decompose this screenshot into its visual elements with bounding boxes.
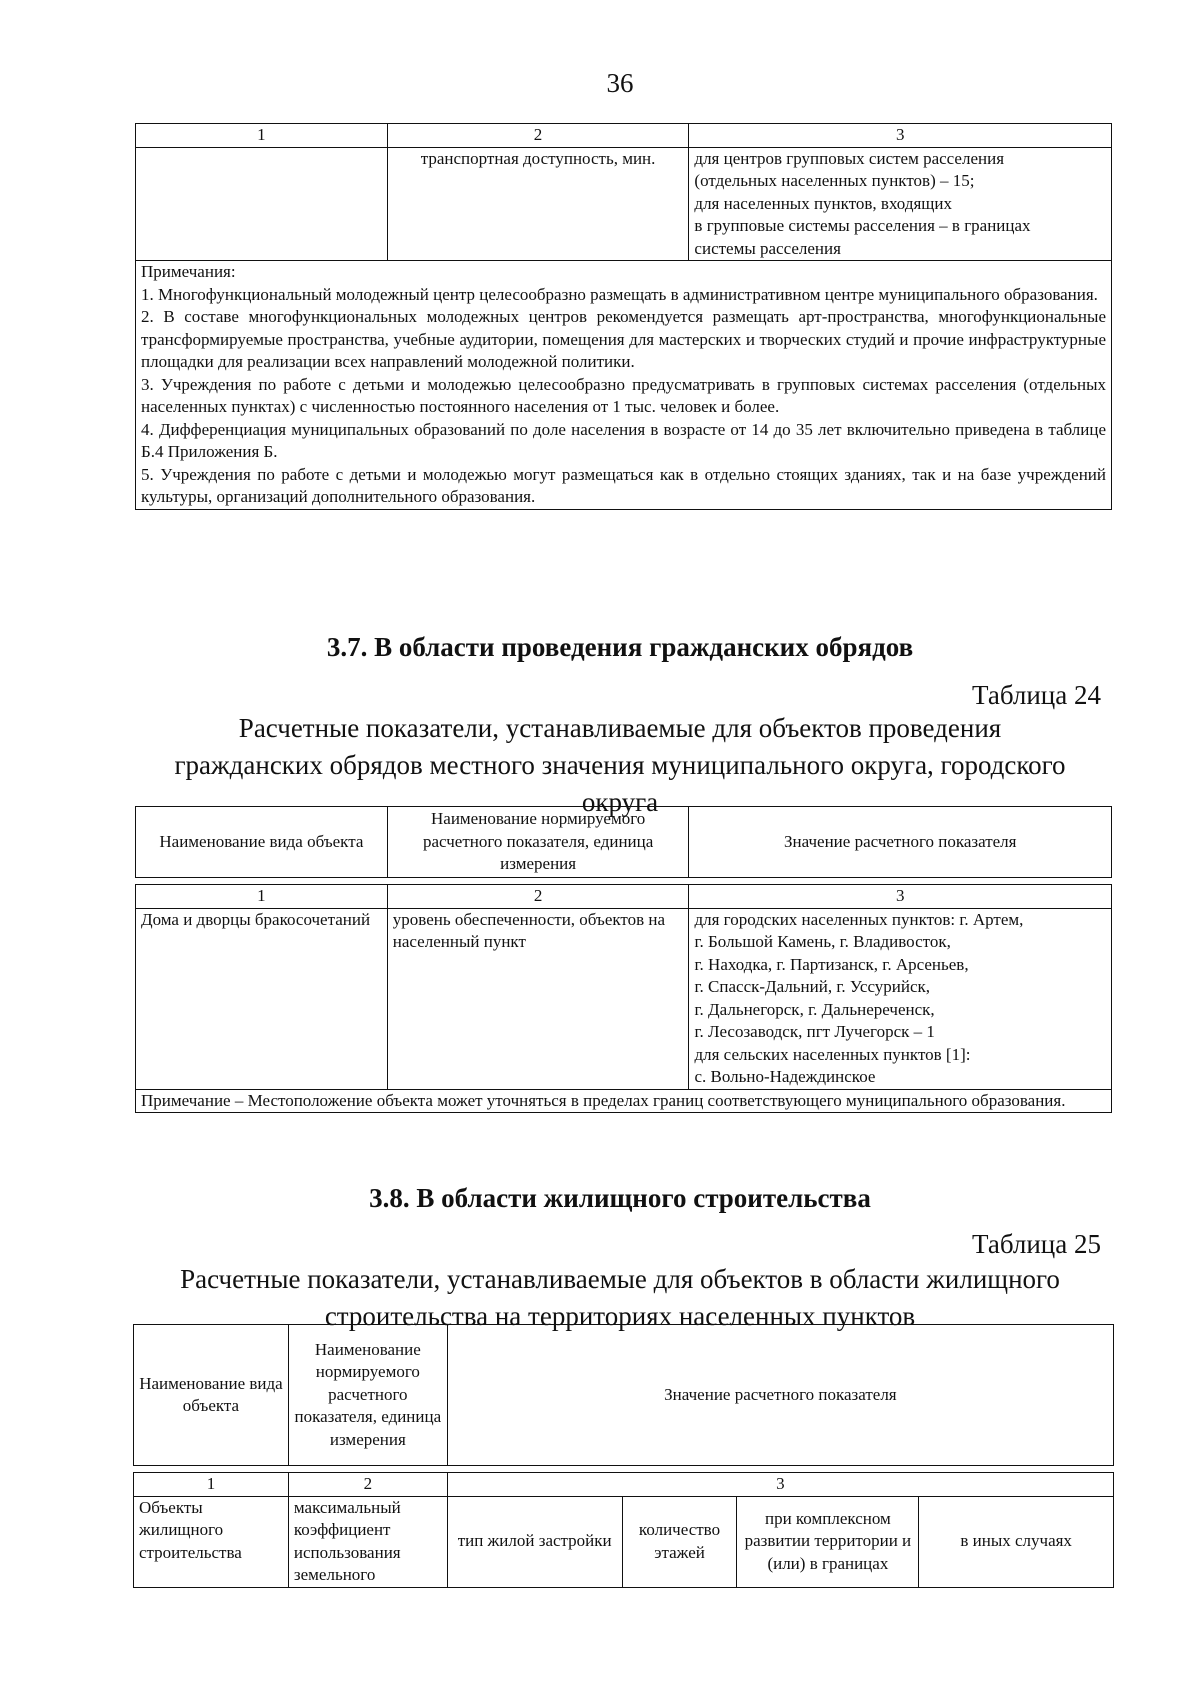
header-value: Значение расчетного показателя [689,807,1112,878]
row-cell-2: транспортная доступность, мин. [387,147,689,261]
cell-line: для центров групповых систем расселения [694,148,1005,168]
col-number-1: 1 [136,885,388,909]
row-cell-3 [689,908,1112,1089]
col-number-1: 1 [136,124,388,148]
row-cell-2: уровень обеспеченности, объектов на населенный пункт [387,908,689,1089]
cell-line: для городских населенных пунктов: г. Артем, [694,909,1024,929]
header-value: Значение расчетного показателя [447,1325,1113,1466]
col-number-2: 2 [387,124,689,148]
notes-title: Примечания: [141,262,236,281]
cell-line: (отдельных населенных пунктов) – 15; [694,171,975,190]
row-cell-3 [689,147,1112,261]
note-item: 2. В составе многофункциональных молодежных центров рекомендуется размещать арт-пространства, многофункциональные трансформируемые пространства, учебные аудитории, помещения для мастерских и творческих студий и прочие инфраструктурные площадки для реализации всех направлений молодежной политики. [141,307,1106,371]
note-cell: Примечание – Местоположение объекта может уточняться в пределах границ соответствующего муниципального образования. [136,1089,1112,1113]
header-indicator: Наименование нормируемого расчетного показателя, единица измерения [387,807,689,878]
header-indicator: Наименование нормируемого расчетного показателя, единица измерения [288,1325,447,1466]
table-row [136,908,1112,1089]
table-25 [133,1324,1114,1588]
col-number-3: 3 [689,124,1112,148]
table-row [136,147,1112,261]
cell-line: г. Находка, г. Партизанск, г. Арсеньев, [694,954,969,974]
header-object-type: Наименование вида объекта [136,807,388,878]
column-numbers-row [136,885,1112,909]
notes-cell [136,261,1112,510]
col-number-3: 3 [689,885,1112,909]
col-number-1: 1 [134,1473,289,1497]
cell-line: г. Спасск-Дальний, г. Уссурийск, [694,977,931,996]
table-24-caption [120,710,1120,821]
caption-line: Расчетные показатели, устанавливаемые для объектов в области жилищного [180,1264,1060,1294]
section-heading-3-7: 3.7. В области проведения гражданских обрядов [326,632,914,662]
note-item: 3. Учреждения по работе с детьми и молодежью целесообразно предусматривать в групповых системах расселения (отдельных населенных пунктах) с численностью постоянного населения от 1 тыс. человек и более. [141,374,1106,416]
cell-line: в групповые системы расселения – в границах [694,216,1031,235]
section-heading-3-8: 3.8. В области жилищного строительства [369,1183,871,1213]
caption-line: строительства на территориях населенных пунктов [324,1301,916,1331]
subheader-complex-development: при комплексном развитии территории и (или) в границах [737,1496,919,1587]
table-24-label: Таблица 24 [972,680,1101,710]
header-row [134,1325,1114,1466]
cell-line: г. Лесозаводск, пгт Лучегорск – 1 [694,1022,935,1041]
row-cell-1 [136,147,388,261]
notes-row [136,261,1112,510]
table-24 [135,806,1112,1113]
note-row [136,1089,1112,1113]
cell-line: г. Дальнегорск, г. Дальнереченск, [694,999,935,1019]
cell-line: для сельских населенных пунктов [1]: [694,1044,971,1064]
note-item: 5. Учреждения по работе с детьми и молодежью могут размещаться как в отдельно стоящих зданиях, так и на базе учреждений культуры, организаций дополнительного образования. [141,464,1106,506]
column-numbers-row [136,124,1112,148]
note-item: 1. Многофункциональный молодежный центр целесообразно размещать в административном центре муниципального образования. [141,284,1098,304]
caption-line: Расчетные показатели, устанавливаемые для объектов проведения [238,713,1002,743]
caption-line: гражданских обрядов местного значения муниципального округа, городского [174,750,1066,780]
cell-line: с. Вольно-Надеждинское [694,1067,876,1086]
spacer-row [134,1466,1114,1473]
spacer-row [136,878,1112,885]
caption-line: округа [581,787,659,817]
header-row [136,807,1112,878]
col-number-2: 2 [387,885,689,909]
col-number-3: 3 [447,1473,1113,1497]
header-object-type: Наименование вида объекта [134,1325,289,1466]
row-cell-2: максимальный коэффициент использования земельного [288,1496,447,1587]
column-numbers-row [134,1473,1114,1497]
subheader-other-cases: в иных случаях [919,1496,1114,1587]
row-cell-1: Дома и дворцы бракосочетаний [136,908,388,1089]
cell-line: для населенных пунктов, входящих [694,193,952,213]
page-number: 36 [606,68,634,98]
cell-line: системы расселения [694,238,841,258]
col-number-2: 2 [288,1473,447,1497]
table-continued [135,123,1112,510]
note-item: 4. Дифференциация муниципальных образований по доле населения в возрасте от 14 до 35 лет включительно приведена в таблице Б.4 Приложения Б. [141,419,1106,461]
table-row [134,1496,1114,1587]
table-25-label: Таблица 25 [972,1229,1101,1259]
cell-line: г. Большой Камень, г. Владивосток, [694,932,951,951]
subheader-floors: количество этажей [622,1496,737,1587]
subheader-building-type: тип жилой застройки [447,1496,622,1587]
row-cell-1: Объекты жилищного строительства [134,1496,289,1587]
